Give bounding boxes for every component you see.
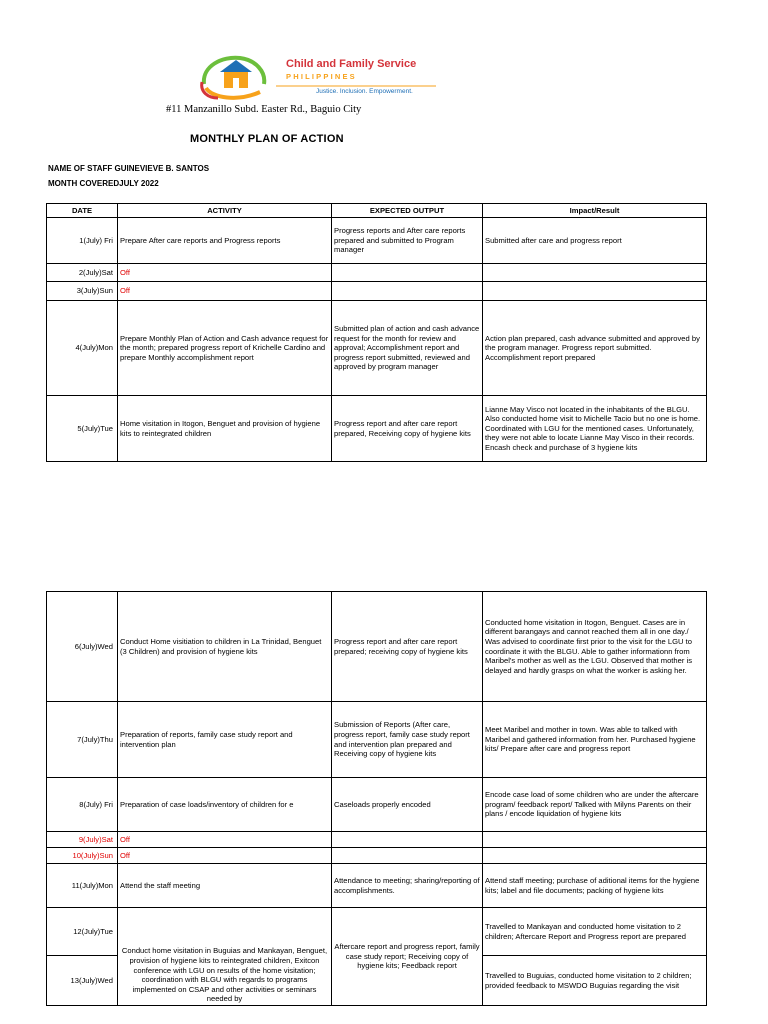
date-cell: 9(July)Sat <box>47 832 118 848</box>
table-row <box>47 301 707 396</box>
org-country: PHILIPPINES <box>286 72 357 81</box>
table-row <box>47 832 707 848</box>
page-title: MONTHLY PLAN OF ACTION <box>190 133 344 145</box>
result-cell: Encode case load of some children who are under the aftercare program/ feedback report/ Talked with Milyns Parents on their plans / encode liquidation of hygiene kits <box>483 778 707 832</box>
org-tagline: Justice. Inclusion. Empowerment. <box>316 88 413 95</box>
date-cell: 4(July)Mon <box>47 301 118 396</box>
table-row <box>47 218 707 264</box>
date-cell: 11(July)Mon <box>47 864 118 908</box>
output-cell: Progress report and after care report prepared; receiving copy of hygiene kits <box>332 592 483 702</box>
output-cell: Progress reports and After care reports prepared and submitted to Program manager <box>332 218 483 264</box>
result-cell <box>483 832 707 848</box>
table-row <box>47 702 707 778</box>
result-cell: Travelled to Mankayan and conducted home visitation to 2 children; Aftercare Report and Progress report are prepared <box>483 908 707 956</box>
output-cell <box>332 848 483 864</box>
month-covered: MONTH COVEREDJULY 2022 <box>48 179 159 188</box>
date-cell: 5(July)Tue <box>47 396 118 462</box>
org-logo <box>198 52 448 102</box>
output-cell <box>332 264 483 282</box>
date-cell: 6(July)Wed <box>47 592 118 702</box>
merged-output-cell: Aftercare report and progress report, family case study report; Receiving copy of hygiene kits; Feedback report <box>332 908 483 1006</box>
table-row <box>47 396 707 462</box>
activity-cell: Conduct Home visitiation to children in La Trinidad, Benguet (3 Children) and provision of hygiene kits <box>118 592 332 702</box>
header-activity: ACTIVITY <box>118 204 332 218</box>
header-impact-result: Impact/Result <box>483 204 707 218</box>
activity-cell: Preparation of case loads/inventory of children for e <box>118 778 332 832</box>
output-cell <box>332 282 483 301</box>
activity-cell: Off <box>118 264 332 282</box>
result-cell: Submitted after care and progress report <box>483 218 707 264</box>
table-row <box>47 778 707 832</box>
activity-cell: Attend the staff meeting <box>118 864 332 908</box>
output-cell: Submitted plan of action and cash advance request for the month for review and approval; Accomplishment report and progress report submitted, reviewed and approved by program manager <box>332 301 483 396</box>
date-cell: 13(July)Wed <box>47 956 118 1006</box>
header-expected-output: EXPECTED OUTPUT <box>332 204 483 218</box>
header-date: DATE <box>47 204 118 218</box>
table-row <box>47 282 707 301</box>
activity-cell: Home visitation in Itogon, Benguet and provision of hygiene kits to reintegrated children <box>118 396 332 462</box>
result-cell: Travelled to Buguias, conducted home visitation to 2 children; provided feedback to MSWDO Buguias regarding the visit <box>483 956 707 1006</box>
table-header-row <box>47 204 707 218</box>
date-cell: 2(July)Sat <box>47 264 118 282</box>
date-cell: 10(July)Sun <box>47 848 118 864</box>
output-cell <box>332 832 483 848</box>
table-row <box>47 864 707 908</box>
result-cell: Attend staff meeting; purchase of aditional items for the hygiene kits; label and file documents; packing of hygiene kits <box>483 864 707 908</box>
result-cell: Action plan prepared, cash advance submitted and approved by the program manager. Progress report submitted. Accomplishment report prepared <box>483 301 707 396</box>
date-cell: 7(July)Thu <box>47 702 118 778</box>
table-row <box>47 264 707 282</box>
plan-table-part1 <box>46 203 707 462</box>
activity-cell: Off <box>118 282 332 301</box>
activity-cell: Prepare After care reports and Progress reports <box>118 218 332 264</box>
date-cell: 3(July)Sun <box>47 282 118 301</box>
table-row <box>47 592 707 702</box>
result-cell: Conducted home visitation in Itogon, Benguet. Cases are in different barangays and cannot reached them all in one day./ Was advised to coordinate first prior to the visit for the LGU to coordinate it with the BLGU. Able to gather informationn from Maribel's mother as well as the LGU. Observed that mother is delayed and hardly grasps on what the worker is asking her. <box>483 592 707 702</box>
output-cell: Attendance to meeting; sharing/reporting of accomplishments. <box>332 864 483 908</box>
result-cell: Meet Maribel and mother in town. Was able to talked with Maribel and gathered information from her. Purchased hygiene kits/ Prepare after care and progress report <box>483 702 707 778</box>
date-cell: 12(July)Tue <box>47 908 118 956</box>
output-cell: Caseloads properly encoded <box>332 778 483 832</box>
date-cell: 8(July) Fri <box>47 778 118 832</box>
activity-cell: Prepare Monthly Plan of Action and Cash advance request for the month; prepared progress report of Krichelle Cardino and prepare Monthly accomplishment report <box>118 301 332 396</box>
date-cell: 1(July) Fri <box>47 218 118 264</box>
address: #11 Manzanillo Subd. Easter Rd., Baguio City <box>166 104 362 115</box>
activity-cell: Off <box>118 832 332 848</box>
staff-name: NAME OF STAFF GUINEVIEVE B. SANTOS <box>48 164 210 173</box>
table-row <box>47 908 707 956</box>
result-cell <box>483 282 707 301</box>
org-name: Child and Family Service <box>286 58 417 70</box>
result-cell <box>483 848 707 864</box>
result-cell <box>483 264 707 282</box>
plan-table-part2 <box>46 591 707 1006</box>
activity-cell: Off <box>118 848 332 864</box>
output-cell: Submission of Reports (After care, progress report, family case study report and intervention plan prepared and Receiving copy of hygiene kits <box>332 702 483 778</box>
output-cell: Progress report and after care report prepared, Receiving copy of hygiene kits <box>332 396 483 462</box>
result-cell: Lianne May Visco not located in the inhabitants of the BLGU. Also conducted home visit to Michelle Tacio but no one is home. Coordinated with LGU for the mentioned cases. Unfortunately, they were not able to locate Lianne May Visco in their records. Encash check and purchase of 3 hygiene kits <box>483 396 707 462</box>
activity-cell: Preparation of reports, family case study report and intervention plan <box>118 702 332 778</box>
table-row <box>47 848 707 864</box>
merged-activity-cell: Conduct home visitation in Buguias and Mankayan, Benguet, provision of hygiene kits to reintegrated children, Exitcon conference with LGU on results of the home visitation; coordination with BLGU with regards to programs implemented on CSAP and other activities or seminars needed by <box>118 908 332 1006</box>
